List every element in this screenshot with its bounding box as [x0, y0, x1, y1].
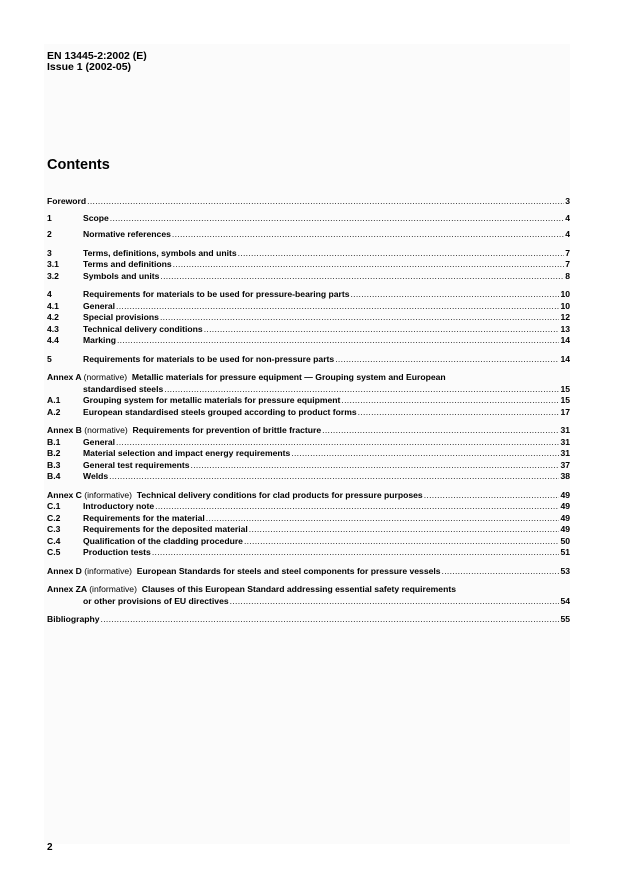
- toc-entry-foreword[interactable]: [47, 196, 570, 208]
- dot-leader: [116, 301, 559, 313]
- toc-text: standardised steels: [83, 383, 164, 394]
- toc-number: C.5: [47, 547, 61, 557]
- toc-number: A.2: [47, 406, 61, 417]
- toc-text: Requirements for materials to be used for pressure-bearing parts: [83, 289, 350, 299]
- toc-text: Marking: [83, 335, 116, 345]
- toc-entry-c-5[interactable]: [47, 547, 570, 559]
- toc-text: Normative references: [83, 229, 171, 239]
- dot-leader: [358, 407, 560, 419]
- dot-leader: [191, 460, 560, 472]
- annex-label: Annex D: [47, 565, 82, 576]
- toc-text: Foreword: [47, 196, 87, 206]
- toc-text: Bibliography: [47, 614, 100, 624]
- toc-text: Production tests: [83, 547, 151, 557]
- toc-text: Grouping system for metallic materials for pressure equipment: [83, 395, 341, 405]
- toc-text: Terms and definitions: [83, 259, 172, 269]
- toc-entry-4-3[interactable]: [47, 324, 570, 336]
- toc-page: 10: [560, 289, 570, 299]
- toc-entry-annex-b[interactable]: [47, 425, 570, 437]
- toc-number: A.1: [47, 395, 61, 405]
- toc-text: Qualification of the cladding procedure: [83, 535, 243, 546]
- toc-text: Welds: [83, 471, 109, 481]
- toc-text: General: [83, 300, 116, 311]
- toc-text: [47, 490, 423, 502]
- dot-leader: [172, 229, 564, 241]
- toc-text: General: [83, 436, 116, 447]
- dot-leader: [335, 354, 559, 366]
- toc-number: C.3: [47, 524, 61, 534]
- toc-number: 3.1: [47, 259, 59, 269]
- toc-entry-annex-d[interactable]: [47, 566, 570, 578]
- toc-page: 37: [560, 459, 570, 470]
- annex-title: Clauses of this European Standard addressing essential safety requirements: [141, 584, 456, 594]
- toc-number: 2: [47, 229, 52, 239]
- dot-leader: [204, 324, 560, 336]
- toc-page: 15: [560, 395, 570, 405]
- toc-number: 1: [47, 212, 52, 223]
- toc-text: Terms, definitions, symbols and units: [83, 247, 237, 258]
- annex-kind: (informative): [89, 584, 137, 594]
- toc-text: Symbols and units: [83, 270, 160, 281]
- toc-entry-3[interactable]: [47, 248, 570, 260]
- toc-number: 4.1: [47, 300, 59, 311]
- toc-number: C.2: [47, 512, 61, 523]
- dot-leader: [424, 490, 560, 502]
- toc-text: Requirements for materials to be used for non-pressure parts: [83, 353, 335, 364]
- toc-text: [47, 566, 441, 578]
- dot-leader: [116, 437, 559, 449]
- toc-entry-3-1[interactable]: [47, 259, 570, 271]
- toc-text: Technical delivery conditions: [83, 323, 203, 334]
- dot-leader: [109, 471, 559, 483]
- toc-text: or other provisions of EU directives: [83, 595, 229, 606]
- toc-text: Material selection and impact energy requirements: [83, 448, 291, 458]
- toc-page: 31: [560, 436, 570, 447]
- toc-entry-c-4[interactable]: [47, 536, 570, 548]
- dot-leader: [249, 524, 560, 536]
- toc-entry-annex-c[interactable]: [47, 490, 570, 502]
- annex-title: Requirements for prevention of brittle fracture: [132, 425, 322, 435]
- dot-leader: [160, 312, 559, 324]
- dot-leader: [160, 271, 564, 283]
- annex-label: Annex A: [47, 372, 82, 382]
- toc-page: 53: [560, 565, 570, 576]
- annex-title: European Standards for steels and steel components for pressure vessels: [136, 565, 441, 576]
- dot-leader: [291, 448, 559, 460]
- toc-entry-annex-a[interactable]: [47, 372, 570, 384]
- toc-page: 50: [560, 535, 570, 546]
- dot-leader: [244, 536, 559, 548]
- toc-page: 14: [560, 335, 570, 345]
- toc-number: 4.2: [47, 312, 59, 322]
- toc-text: Special provisions: [83, 312, 159, 322]
- toc-number: C.1: [47, 501, 61, 511]
- toc-page: 38: [560, 471, 570, 481]
- page-title: Contents: [47, 157, 110, 173]
- dot-leader: [442, 566, 560, 578]
- dot-leader: [322, 425, 559, 437]
- toc-page: 55: [560, 614, 570, 624]
- document-id: EN 13445-2:2002 (E): [47, 50, 147, 62]
- toc-number: 3.2: [47, 270, 59, 281]
- dot-leader: [87, 196, 564, 208]
- toc-entry-5[interactable]: [47, 354, 570, 366]
- toc-page: 4: [565, 229, 570, 239]
- annex-kind: (informative): [84, 489, 133, 500]
- toc-page: 49: [560, 501, 570, 511]
- toc-entry-b-4[interactable]: [47, 471, 570, 483]
- dot-leader: [230, 596, 560, 608]
- toc-page: 17: [560, 406, 570, 417]
- dot-leader: [152, 547, 560, 559]
- toc-page: 7: [565, 259, 570, 269]
- toc-page: 49: [560, 524, 570, 534]
- toc-entry-annex-za[interactable]: [47, 584, 570, 596]
- toc-entry-1[interactable]: [47, 213, 570, 225]
- toc-text: Requirements for the material: [83, 512, 205, 523]
- dot-leader: [101, 614, 560, 626]
- issue-label: Issue 1 (2002-05): [47, 61, 132, 73]
- dot-leader: [173, 259, 565, 271]
- document-header: [47, 51, 147, 73]
- toc-page: 49: [560, 489, 570, 500]
- dot-leader: [155, 501, 559, 513]
- annex-label: Annex ZA: [47, 584, 87, 594]
- toc-page: 8: [565, 270, 570, 281]
- toc-entry-4-4[interactable]: [47, 335, 570, 347]
- toc-page: 14: [560, 353, 570, 364]
- toc-page: 54: [560, 595, 570, 606]
- toc-text: European standardised steels grouped according to product forms: [83, 406, 357, 417]
- annex-kind: (normative): [84, 425, 128, 435]
- toc-page: 31: [560, 448, 570, 458]
- toc-entry-b-1[interactable]: [47, 437, 570, 449]
- toc-page: 3: [565, 196, 570, 206]
- toc-entry-annex-a-cont[interactable]: [47, 384, 570, 396]
- toc-page: 4: [565, 212, 570, 223]
- dot-leader: [341, 395, 559, 407]
- toc-page: 12: [560, 312, 570, 322]
- toc-entry-annex-za-cont[interactable]: [47, 596, 570, 608]
- toc-number: B.2: [47, 448, 61, 458]
- toc-text: Introductory note: [83, 501, 155, 511]
- table-of-contents: [47, 196, 570, 626]
- toc-number: C.4: [47, 535, 61, 546]
- toc-page: 49: [560, 512, 570, 523]
- toc-text: [47, 584, 456, 596]
- toc-number: 4.3: [47, 323, 59, 334]
- toc-entry-2[interactable]: [47, 229, 570, 241]
- toc-entry-4-1[interactable]: [47, 301, 570, 313]
- toc-page: 51: [560, 547, 570, 557]
- toc-page: 10: [560, 300, 570, 311]
- dot-leader: [350, 289, 559, 301]
- toc-number: 3: [47, 247, 52, 258]
- annex-label: Annex C: [47, 489, 82, 500]
- toc-entry-c-2[interactable]: [47, 513, 570, 525]
- toc-entry-a-2[interactable]: [47, 407, 570, 419]
- toc-entry-b-2[interactable]: [47, 448, 570, 460]
- toc-text: [47, 425, 321, 437]
- toc-text: [47, 372, 446, 384]
- toc-entry-c-3[interactable]: [47, 524, 570, 536]
- dot-leader: [110, 213, 564, 225]
- dot-leader: [117, 335, 559, 347]
- toc-page: 7: [565, 247, 570, 258]
- toc-entry-a-1[interactable]: [47, 395, 570, 407]
- toc-entry-4[interactable]: [47, 289, 570, 301]
- dot-leader: [206, 513, 560, 525]
- toc-number: B.1: [47, 436, 61, 447]
- toc-number: 5: [47, 353, 52, 364]
- toc-entry-b-3[interactable]: [47, 460, 570, 472]
- toc-entry-3-2[interactable]: [47, 271, 570, 283]
- annex-title: Technical delivery conditions for clad products for pressure purposes: [136, 489, 423, 500]
- toc-entry-bibliography[interactable]: [47, 614, 570, 626]
- toc-number: B.3: [47, 459, 61, 470]
- toc-page: 31: [560, 425, 570, 435]
- dot-leader: [164, 384, 559, 396]
- toc-text: Scope: [83, 212, 109, 223]
- toc-number: 4: [47, 289, 52, 299]
- toc-text: General test requirements: [83, 459, 190, 470]
- dot-leader: [238, 248, 565, 260]
- toc-entry-c-1[interactable]: [47, 501, 570, 513]
- toc-page: 13: [560, 323, 570, 334]
- annex-title: Metallic materials for pressure equipment — Grouping system and European: [131, 372, 446, 382]
- annex-kind: (informative): [84, 565, 133, 576]
- page-number: 2: [47, 842, 53, 853]
- toc-number: 4.4: [47, 335, 59, 345]
- toc-number: B.4: [47, 471, 61, 481]
- toc-text: Requirements for the deposited material: [83, 524, 248, 534]
- annex-label: Annex B: [47, 425, 82, 435]
- annex-kind: (normative): [83, 372, 128, 382]
- toc-entry-4-2[interactable]: [47, 312, 570, 324]
- toc-page: 15: [560, 383, 570, 394]
